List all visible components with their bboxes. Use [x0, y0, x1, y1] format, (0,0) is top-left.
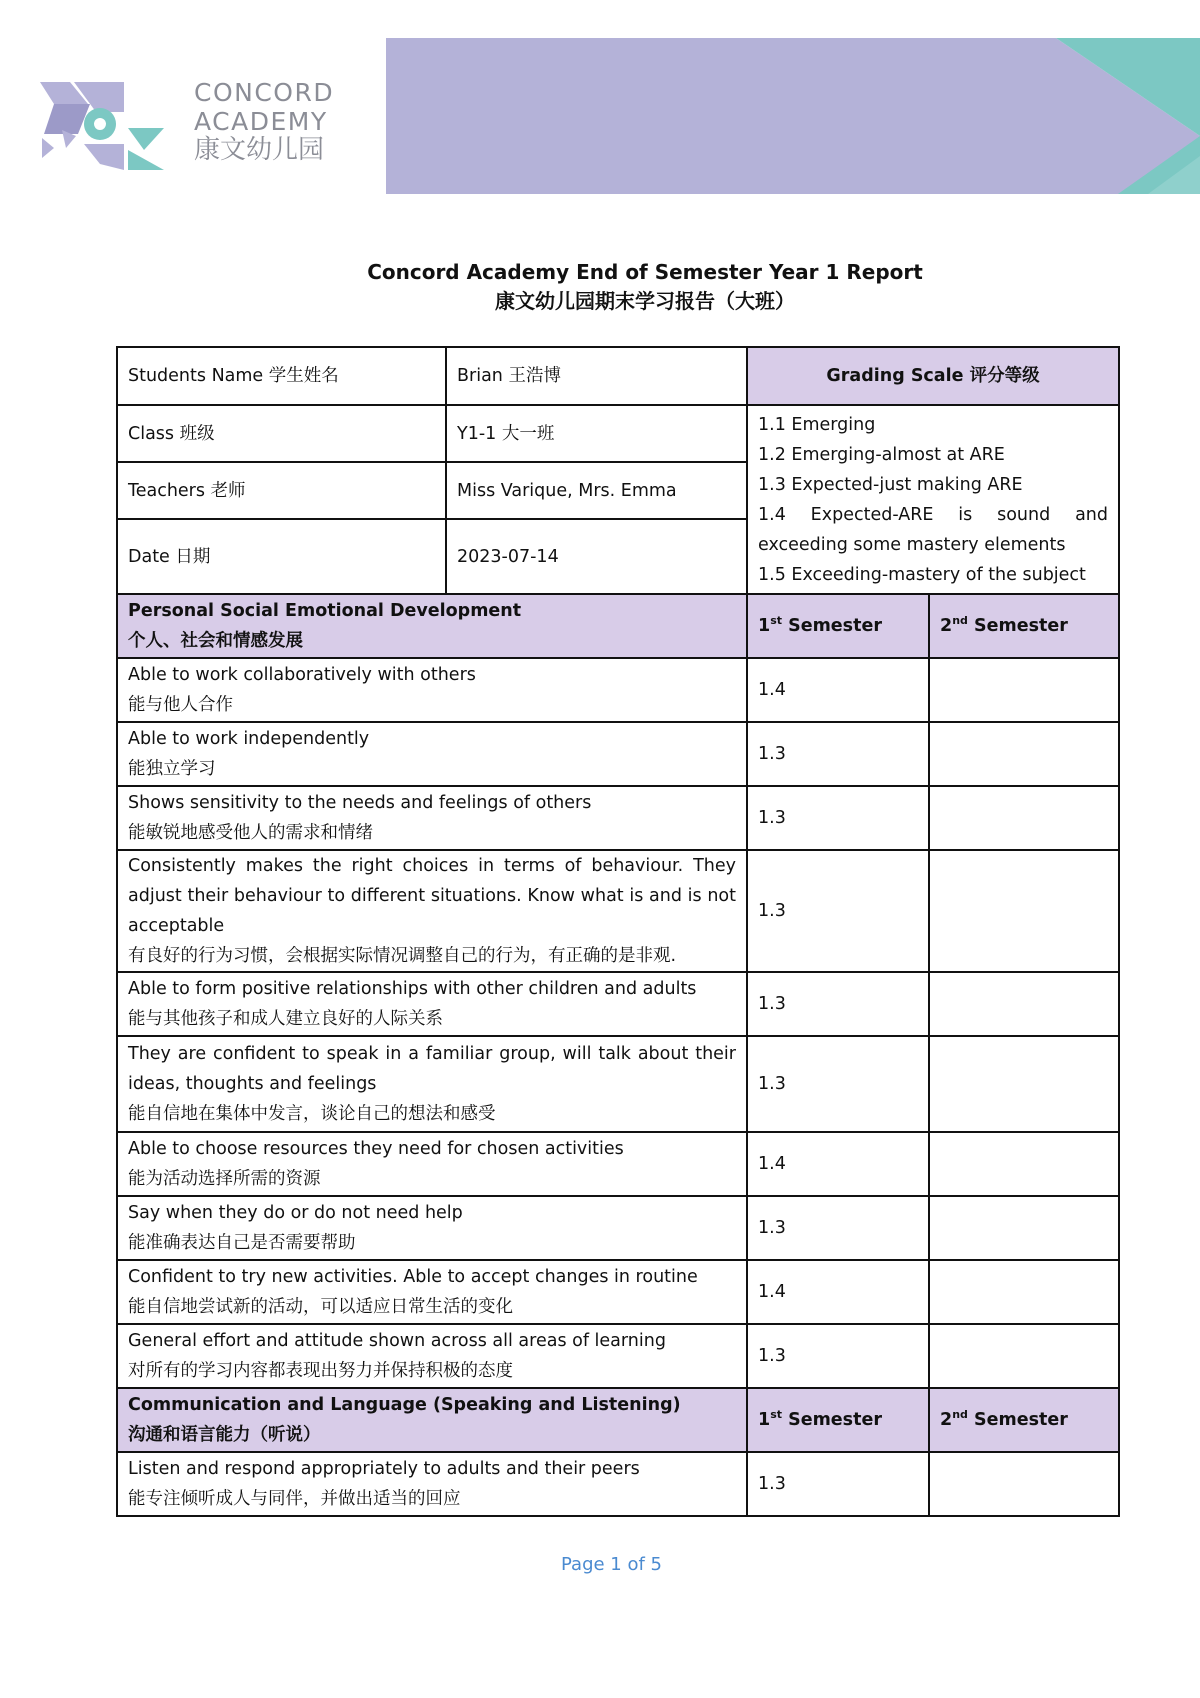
table-row	[117, 1452, 1119, 1516]
teachers-label: Teachers 老师	[117, 462, 446, 519]
semester-2-score	[929, 722, 1119, 786]
semester-2-header: 2nd Semester	[929, 1388, 1119, 1452]
section-title-en: Personal Social Emotional Development	[128, 601, 522, 621]
semester-2-score	[929, 1132, 1119, 1196]
semester-1-score: 1.4	[747, 1132, 929, 1196]
skill-description: Consistently makes the right choices in terms of behaviour. They adjust their behaviour to different situations. Know what is and is not acceptable 有良好的行为习惯，会根据实际情况调整自己的行为，有正确的是非观.	[117, 850, 747, 972]
table-row	[117, 972, 1119, 1036]
semester-1-score: 1.4	[747, 658, 929, 722]
semester-1-score: 1.3	[747, 1036, 929, 1132]
teachers-value: Miss Varique, Mrs. Emma	[446, 462, 747, 519]
date-value: 2023-07-14	[446, 519, 747, 594]
logo-line-chinese: 康文幼儿园	[194, 135, 325, 165]
header-banner	[386, 38, 1200, 194]
semester-2-score	[929, 1324, 1119, 1388]
semester-2-score	[929, 1452, 1119, 1516]
section-header-communication	[117, 1388, 1119, 1452]
skill-description: General effort and attitude shown across all areas of learning 对所有的学习内容都表现出努力并保持积极的态度	[117, 1324, 747, 1388]
skill-description: Shows sensitivity to the needs and feelings of others 能敏锐地感受他人的需求和情绪	[117, 786, 747, 850]
table-row	[117, 1036, 1119, 1132]
report-table	[116, 346, 1120, 1517]
student-name-label: Students Name 学生姓名	[117, 347, 446, 405]
skill-description: Able to form positive relationships with other children and adults 能与其他孩子和成人建立良好的人际关系	[117, 972, 747, 1036]
semester-2-header: 2nd Semester	[929, 594, 1119, 658]
grading-scale-item: 1.3 Expected-just making ARE	[758, 474, 1023, 495]
semester-2-score	[929, 786, 1119, 850]
grading-scale-item: 1.5 Exceeding-mastery of the subject	[758, 564, 1086, 585]
table-row	[117, 1132, 1119, 1196]
semester-2-score	[929, 1196, 1119, 1260]
semester-1-score: 1.3	[747, 972, 929, 1036]
semester-2-score	[929, 1260, 1119, 1324]
table-row	[117, 658, 1119, 722]
grading-scale-item: 1.4 Expected-ARE is sound and exceeding some mastery elements	[758, 504, 1108, 555]
semester-1-header: 1st Semester	[747, 594, 929, 658]
semester-1-score: 1.3	[747, 786, 929, 850]
semester-1-score: 1.3	[747, 722, 929, 786]
table-row	[117, 1196, 1119, 1260]
skill-description: Able to choose resources they need for chosen activities 能为活动选择所需的资源	[117, 1132, 747, 1196]
section-title-en: Communication and Language (Speaking and Listening)	[128, 1395, 681, 1415]
section-title	[117, 1388, 747, 1452]
report-title-en: Concord Academy End of Semester Year 1 Report	[367, 260, 923, 284]
semester-1-score: 1.3	[747, 850, 929, 972]
logo-line-academy: ACADEMY	[194, 107, 328, 136]
class-value: Y1-1 大一班	[446, 405, 747, 462]
student-name-value: Brian 王浩博	[446, 347, 747, 405]
table-row	[117, 1260, 1119, 1324]
semester-1-score: 1.4	[747, 1260, 929, 1324]
section-title-cn: 沟通和语言能力（听说）	[128, 1425, 321, 1445]
table-row	[117, 1324, 1119, 1388]
semester-2-score	[929, 972, 1119, 1036]
skill-description: Confident to try new activities. Able to accept changes in routine 能自信地尝试新的活动，可以适应日常生活的变化	[117, 1260, 747, 1324]
table-row	[117, 786, 1119, 850]
info-row-class	[117, 405, 1119, 462]
semester-2-score	[929, 658, 1119, 722]
semester-1-score: 1.3	[747, 1196, 929, 1260]
grading-scale-list	[747, 405, 1119, 594]
skill-description: Listen and respond appropriately to adults and their peers 能专注倾听成人与同伴，并做出适当的回应	[117, 1452, 747, 1516]
section-title-cn: 个人、社会和情感发展	[128, 631, 303, 651]
semester-2-score	[929, 850, 1119, 972]
table-row	[117, 850, 1119, 972]
section-header-psed	[117, 594, 1119, 658]
page-number: Page 1 of 5	[561, 1554, 662, 1575]
skill-description: Able to work collaboratively with others 能与他人合作	[117, 658, 747, 722]
logo-wordmark	[194, 78, 334, 165]
semester-2-score	[929, 1036, 1119, 1132]
report-title-cn: 康文幼儿园期末学习报告（大班）	[495, 289, 795, 313]
table-row	[117, 722, 1119, 786]
class-label: Class 班级	[117, 405, 446, 462]
concord-academy-logo	[40, 78, 180, 170]
grading-scale-header: Grading Scale 评分等级	[747, 347, 1119, 405]
semester-1-score: 1.3	[747, 1324, 929, 1388]
report-title	[0, 258, 1200, 316]
logo-line-concord: CONCORD	[194, 78, 335, 107]
skill-description: They are confident to speak in a familiar group, will talk about their ideas, thoughts and feelings 能自信地在集体中发言，谈论自己的想法和感受	[117, 1036, 747, 1132]
skill-description: Able to work independently 能独立学习	[117, 722, 747, 786]
section-title	[117, 594, 747, 658]
grading-scale-item: 1.2 Emerging-almost at ARE	[758, 444, 1005, 465]
semester-1-score: 1.3	[747, 1452, 929, 1516]
skill-description: Say when they do or do not need help 能准确表达自己是否需要帮助	[117, 1196, 747, 1260]
grading-scale-item: 1.1 Emerging	[758, 414, 876, 435]
info-row-name	[117, 347, 1119, 405]
date-label: Date 日期	[117, 519, 446, 594]
semester-1-header: 1st Semester	[747, 1388, 929, 1452]
